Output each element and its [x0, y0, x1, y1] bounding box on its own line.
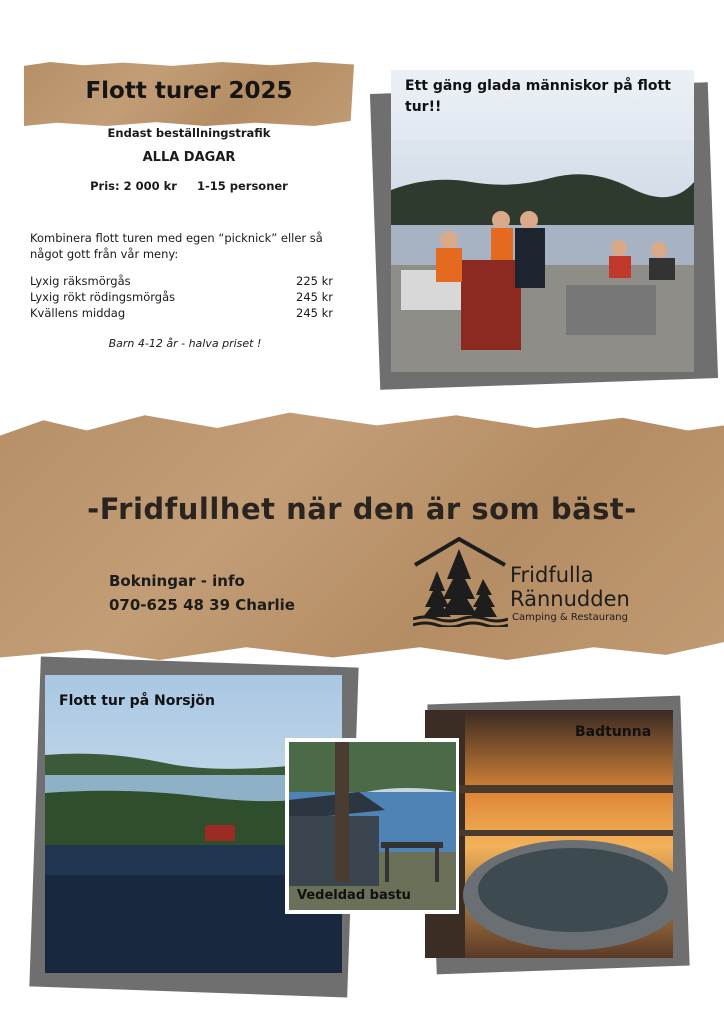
days-label: ALLA DAGAR — [142, 150, 236, 165]
slogan: -Fridfullhet när den är som bäst- — [87, 492, 637, 526]
menu-item-name: Kvällens middag — [30, 306, 126, 320]
booking-phone: 070-625 48 39 Charlie — [109, 596, 295, 614]
price-label: Pris: 2 000 kr — [90, 179, 177, 193]
menu-intro: Kombinera flott turen med egen “picknick” eller så något gott från vår meny: — [30, 231, 323, 261]
sauna-photo-image — [289, 742, 456, 910]
logo-tagline: Camping & Restaurang — [512, 612, 628, 623]
logo — [413, 535, 508, 627]
hot-tub-photo-image — [425, 710, 673, 958]
menu-item — [30, 290, 333, 304]
sauna-photo-caption: Vedeldad bastu — [297, 888, 411, 903]
lake-photo-caption: Flott tur på Norsjön — [59, 693, 215, 709]
price-line — [24, 179, 354, 193]
menu-item — [30, 306, 333, 320]
booking-note: Endast beställningstrafik — [107, 126, 271, 140]
house-with-spruce-trees-and-water-icon — [413, 535, 508, 627]
raft-photo-caption: Ett gäng glada människor på flott tur!! — [405, 78, 671, 115]
sauna-photo — [289, 742, 456, 910]
logo-name-line2: Rännudden — [510, 587, 630, 611]
hot-tub-photo — [425, 710, 673, 958]
persons-label: 1-15 personer — [196, 179, 288, 193]
page-title: Flott turer 2025 — [85, 78, 293, 104]
menu-item-price: 245 kr — [296, 290, 333, 304]
kids-price-note: Barn 4-12 år - halva priset ! — [108, 337, 262, 350]
raft-photo — [391, 70, 694, 372]
menu-item-price: 245 kr — [296, 306, 333, 320]
logo-name-line1: Fridfulla — [510, 563, 594, 587]
hot-tub-photo-caption: Badtunna — [575, 724, 652, 740]
menu-item — [30, 274, 333, 288]
menu-item-name: Lyxig räksmörgås — [30, 274, 131, 288]
booking-heading: Bokningar - info — [109, 572, 245, 590]
menu-item-name: Lyxig rökt rödingsmörgås — [30, 290, 176, 304]
menu-item-price: 225 kr — [296, 274, 333, 288]
